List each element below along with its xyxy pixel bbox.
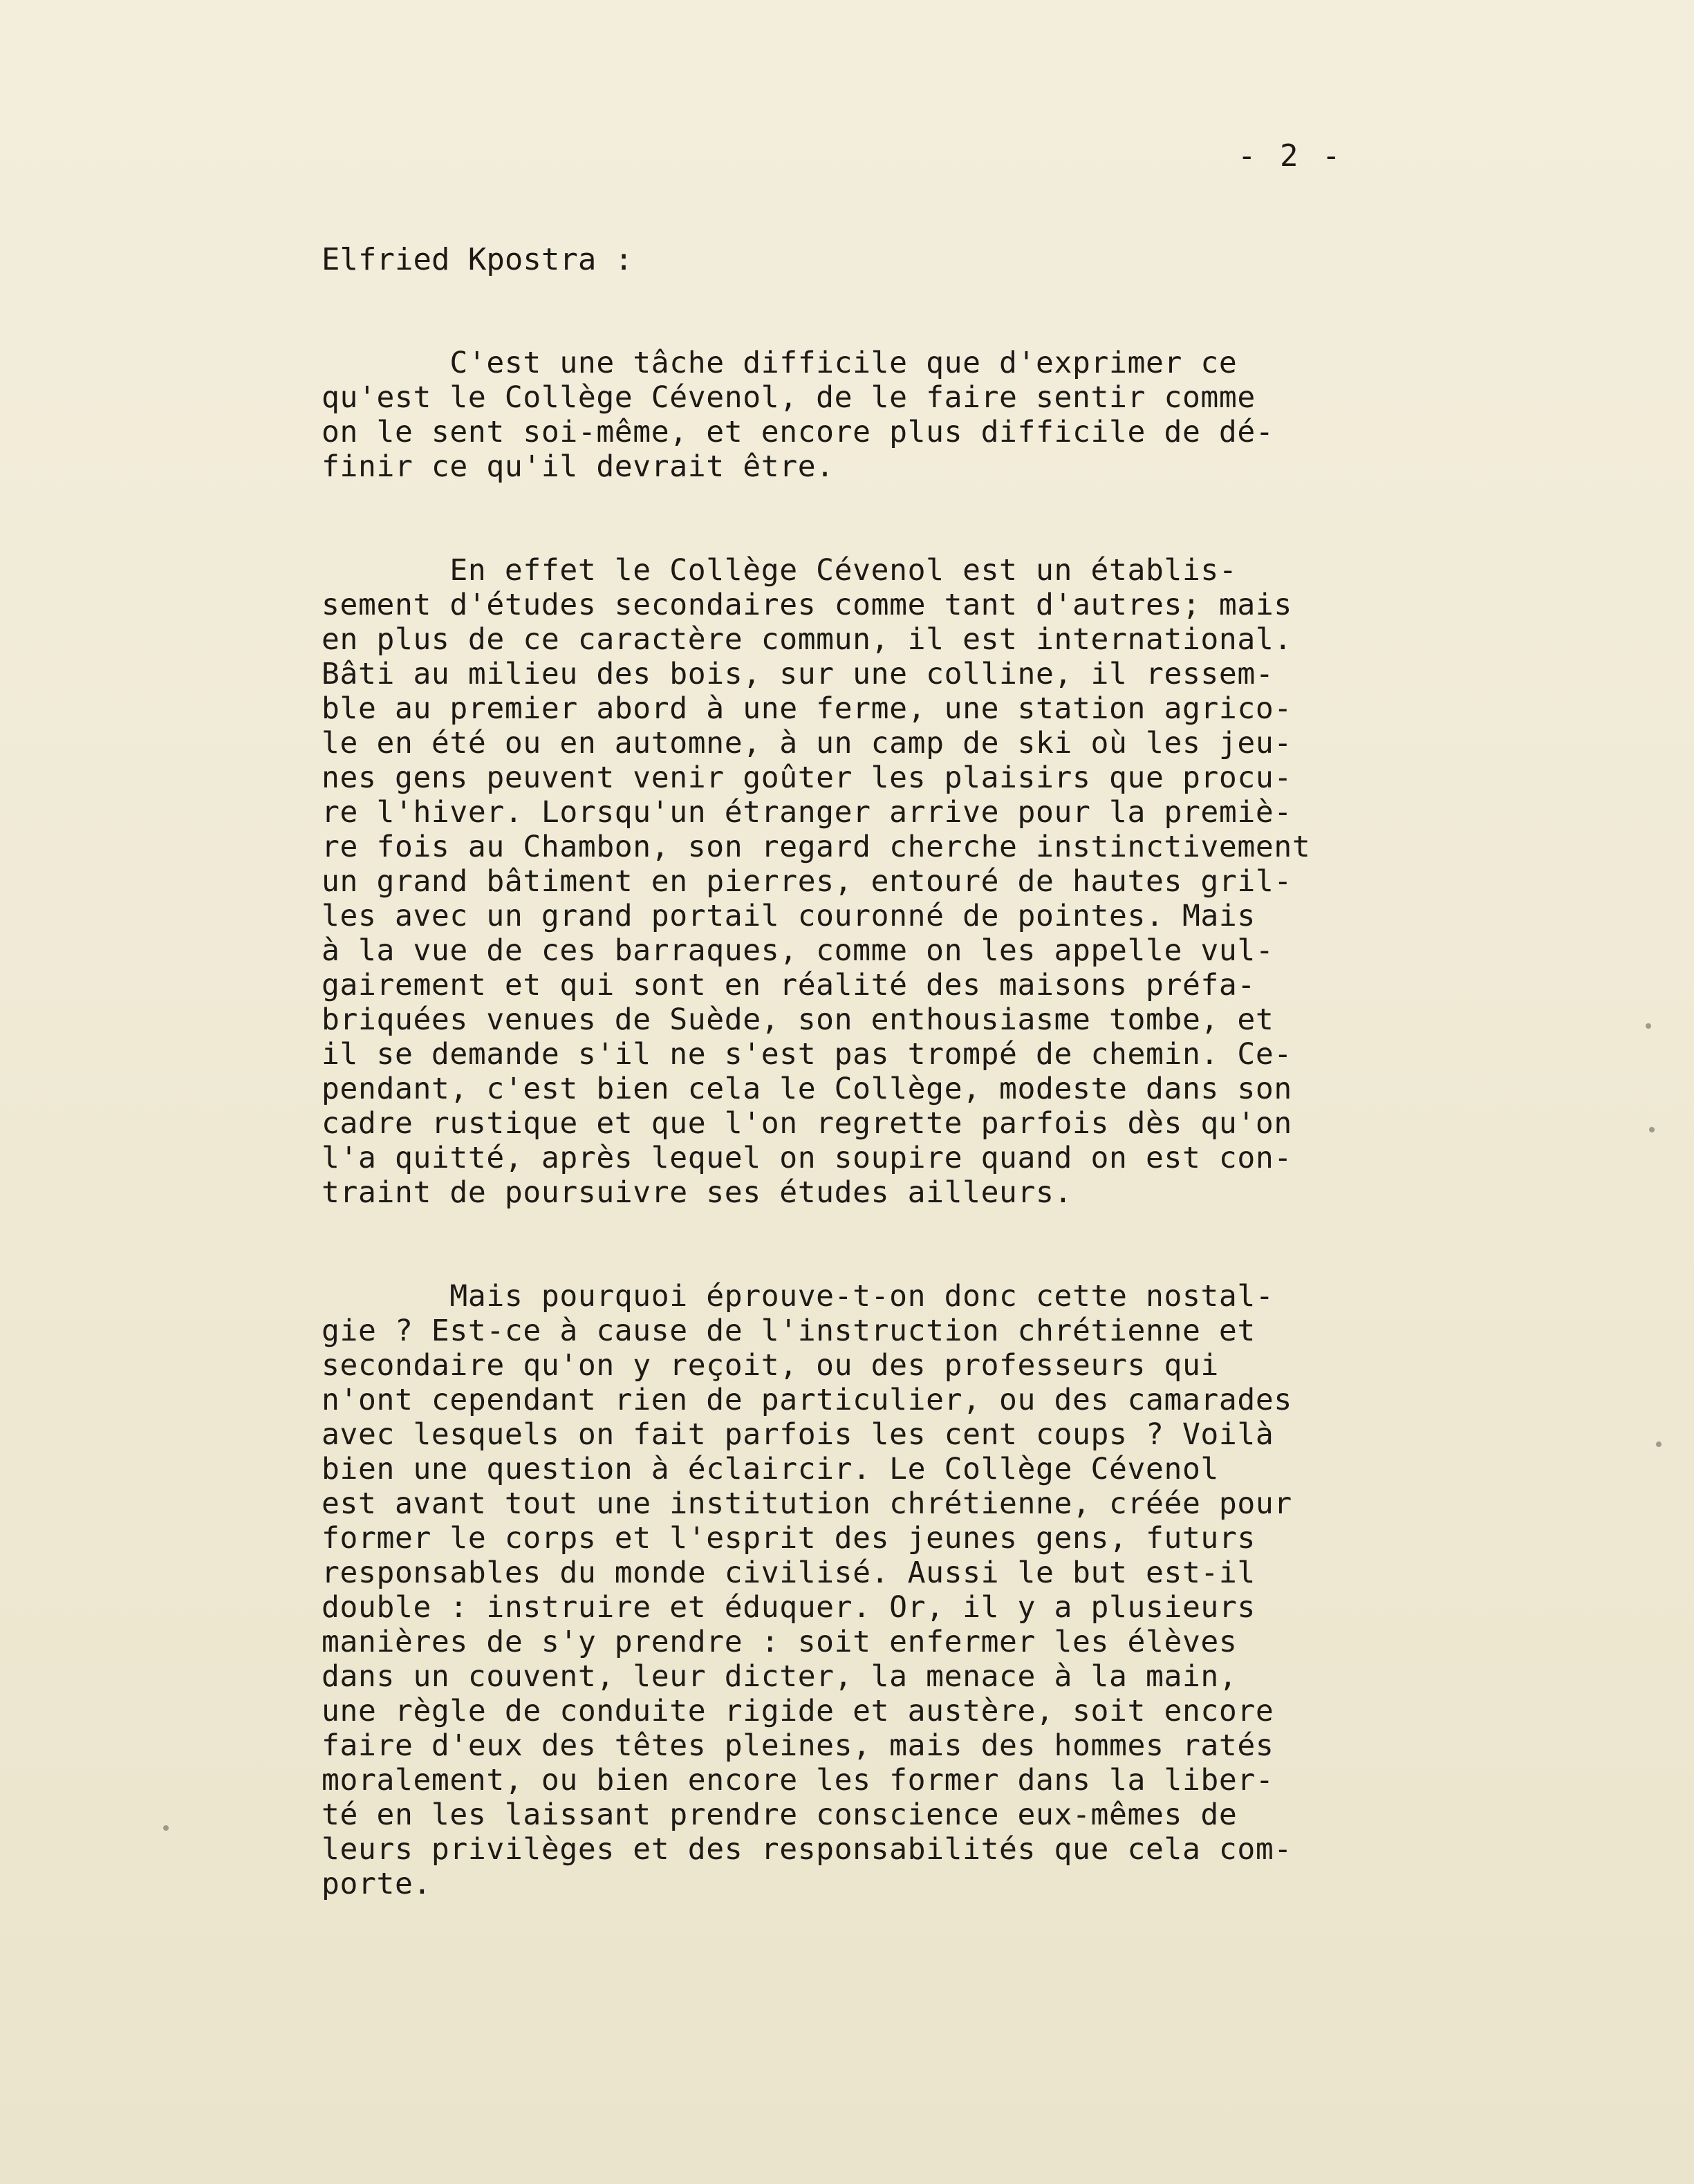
text-line: faire d'eux des têtes pleines, mais des hommes ratés (322, 1728, 1274, 1763)
text-line: re fois au Chambon, son regard cherche instinctivement (322, 830, 1311, 864)
page-number: - 2 - (1238, 138, 1343, 174)
text-line: l'a quitté, après lequel on soupire quand on est con- (322, 1141, 1292, 1175)
text-line: le en été ou en automne, à un camp de ski où les jeu- (322, 726, 1292, 760)
text-line: à la vue de ces barraques, comme on les appelle vul- (322, 933, 1274, 968)
body-text (322, 346, 1442, 1970)
text-line: n'ont cependant rien de particulier, ou des camarades (322, 1383, 1292, 1417)
text-line: secondaire qu'on y reçoit, ou des professeurs qui (322, 1348, 1219, 1383)
text-line: gairement et qui sont en réalité des maisons préfa- (322, 968, 1256, 1002)
text-line: Mais pourquoi éprouve-t-on donc cette nostal- (322, 1279, 1274, 1314)
text-line: re l'hiver. Lorsqu'un étranger arrive pour la premiè- (322, 795, 1292, 830)
text-line: sement d'études secondaires comme tant d'autres; mais (322, 588, 1292, 622)
text-line: on le sent soi-même, et encore plus difficile de dé- (322, 415, 1274, 449)
paragraph-2 (322, 553, 1442, 1210)
text-line: bien une question à éclaircir. Le Collège Cévenol (322, 1452, 1219, 1486)
text-line: leurs privilèges et des responsabilités que cela com- (322, 1832, 1292, 1867)
text-line: Bâti au milieu des bois, sur une colline, il ressem- (322, 657, 1274, 691)
text-line: qu'est le Collège Cévenol, de le faire sentir comme (322, 380, 1256, 415)
text-line: une règle de conduite rigide et austère, soit encore (322, 1694, 1274, 1728)
text-line: gie ? Est-ce à cause de l'instruction chrétienne et (322, 1314, 1256, 1348)
text-line: un grand bâtiment en pierres, entouré de hautes gril- (322, 864, 1292, 899)
text-line: ble au premier abord à une ferme, une station agrico- (322, 691, 1292, 726)
text-line: il se demande s'il ne s'est pas trompé de chemin. Ce- (322, 1037, 1292, 1072)
paragraph-3 (322, 1279, 1442, 1901)
text-line: est avant tout une institution chrétienne, créée pour (322, 1486, 1292, 1521)
text-line: C'est une tâche difficile que d'exprimer ce (322, 346, 1238, 380)
paper-speck (1649, 1127, 1655, 1132)
text-line: former le corps et l'esprit des jeunes gens, futurs (322, 1521, 1256, 1556)
text-line: En effet le Collège Cévenol est un établis- (322, 553, 1238, 588)
text-line: dans un couvent, leur dicter, la menace à la main, (322, 1659, 1238, 1694)
text-line: finir ce qu'il devrait être. (322, 449, 835, 484)
paper-speck (1656, 1441, 1662, 1447)
text-line: porte. (322, 1867, 431, 1901)
text-line: traint de poursuivre ses études ailleurs. (322, 1175, 1073, 1210)
text-line: té en les laissant prendre conscience eux-mêmes de (322, 1798, 1238, 1832)
author-name: Elfried Kpostra : (322, 242, 633, 277)
text-line: manières de s'y prendre : soit enfermer les élèves (322, 1625, 1238, 1659)
text-line: avec lesquels on fait parfois les cent coups ? Voilà (322, 1417, 1274, 1452)
text-line: en plus de ce caractère commun, il est international. (322, 622, 1292, 657)
paper-speck (1646, 1023, 1651, 1029)
paragraph-1 (322, 346, 1442, 484)
paper-speck (163, 1825, 169, 1831)
text-line: nes gens peuvent venir goûter les plaisirs que procu- (322, 760, 1292, 795)
text-line: responsables du monde civilisé. Aussi le but est-il (322, 1556, 1256, 1590)
text-line: moralement, ou bien encore les former dans la liber- (322, 1763, 1274, 1798)
text-line: briquées venues de Suède, son enthousiasme tombe, et (322, 1002, 1274, 1037)
text-line: double : instruire et éduquer. Or, il y a plusieurs (322, 1590, 1256, 1625)
text-line: pendant, c'est bien cela le Collège, modeste dans son (322, 1072, 1292, 1106)
text-line: les avec un grand portail couronné de pointes. Mais (322, 899, 1256, 933)
text-line: cadre rustique et que l'on regrette parfois dès qu'on (322, 1106, 1292, 1141)
